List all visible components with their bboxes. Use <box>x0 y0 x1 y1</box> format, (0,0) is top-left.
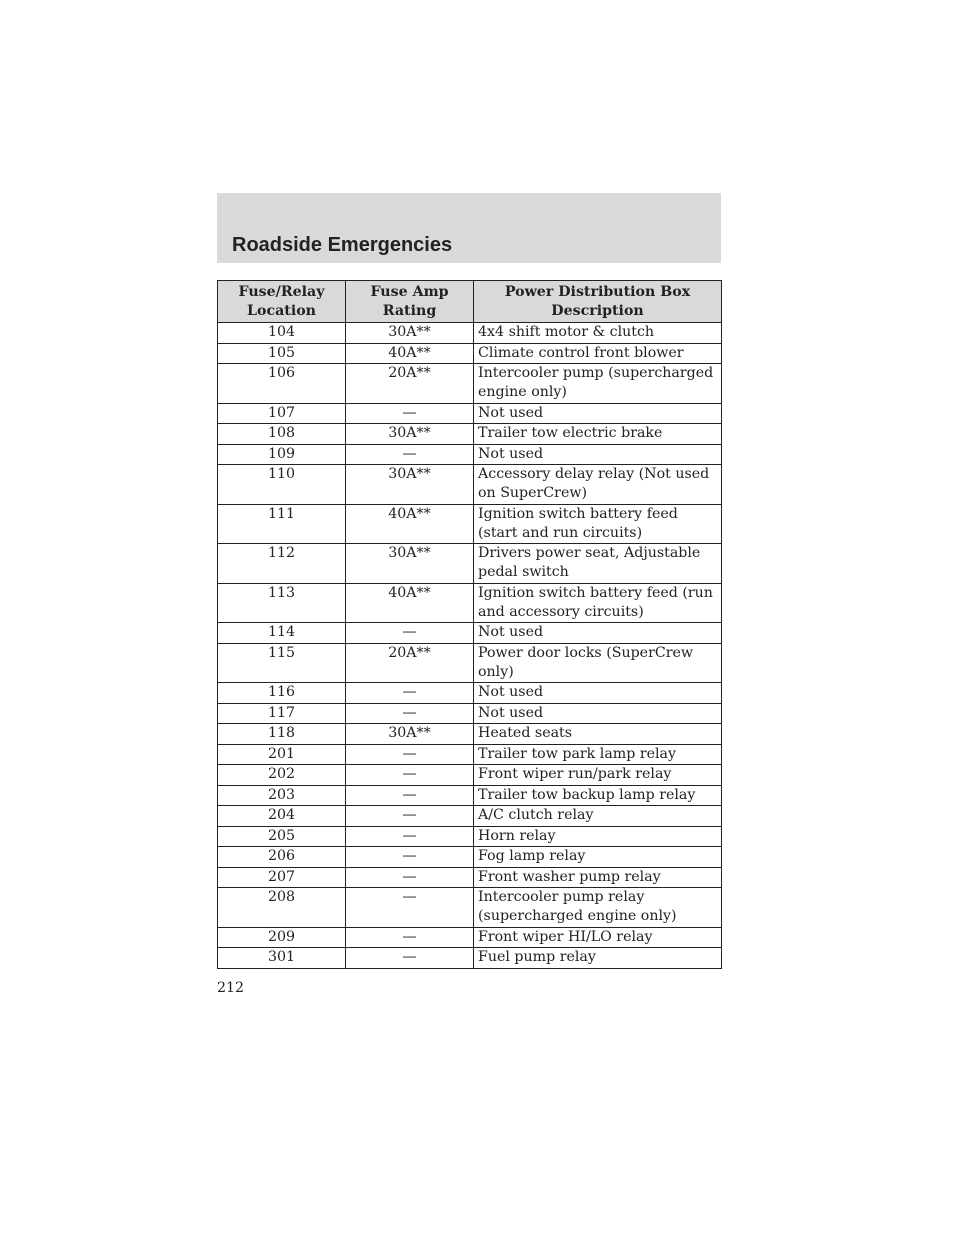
fuse-rating-cell: — <box>346 847 474 868</box>
fuse-location-cell: 205 <box>218 826 346 847</box>
section-title: Roadside Emergencies <box>232 234 453 256</box>
fuse-location-cell: 113 <box>218 583 346 623</box>
column-header-rating <box>346 281 474 323</box>
fuse-rating-cell: — <box>346 867 474 888</box>
table-row <box>218 643 722 683</box>
fuse-description-cell: 4x4 shift motor & clutch <box>474 323 722 344</box>
table-row <box>218 806 722 827</box>
fuse-description-cell: Fog lamp relay <box>474 847 722 868</box>
fuse-description-cell: Front wiper HI/LO relay <box>474 927 722 948</box>
fuse-description-cell: Power door locks (SuperCrew only) <box>474 643 722 683</box>
fuse-location-cell: 107 <box>218 403 346 424</box>
fuse-description-cell: Drivers power seat, Adjustable pedal switch <box>474 544 722 584</box>
table-row <box>218 744 722 765</box>
fuse-rating-cell: — <box>346 888 474 928</box>
fuse-location-cell: 108 <box>218 424 346 445</box>
fuse-description-cell: Not used <box>474 444 722 465</box>
fuse-location-cell: 207 <box>218 867 346 888</box>
section-header-band <box>217 193 721 263</box>
fuse-rating-cell: — <box>346 765 474 786</box>
fuse-description-cell: Trailer tow electric brake <box>474 424 722 445</box>
fuse-description-cell: Horn relay <box>474 826 722 847</box>
table-row <box>218 724 722 745</box>
fuse-location-cell: 118 <box>218 724 346 745</box>
fuse-location-cell: 105 <box>218 343 346 364</box>
table-row <box>218 888 722 928</box>
table-row <box>218 343 722 364</box>
table-row <box>218 323 722 344</box>
fuse-rating-cell: — <box>346 826 474 847</box>
table-row <box>218 465 722 505</box>
fuse-rating-cell: 30A** <box>346 323 474 344</box>
fuse-description-cell: Front wiper run/park relay <box>474 765 722 786</box>
table-row <box>218 623 722 644</box>
fuse-rating-cell: 20A** <box>346 364 474 404</box>
fuse-location-cell: 116 <box>218 683 346 704</box>
table-row <box>218 847 722 868</box>
page-number: 212 <box>217 980 245 996</box>
fuse-location-cell: 202 <box>218 765 346 786</box>
fuse-location-cell: 206 <box>218 847 346 868</box>
fuse-description-cell: Not used <box>474 703 722 724</box>
fuse-description-cell: Trailer tow park lamp relay <box>474 744 722 765</box>
fuse-description-cell: Ignition switch battery feed (run and accessory circuits) <box>474 583 722 623</box>
table-row <box>218 683 722 704</box>
fuse-location-cell: 201 <box>218 744 346 765</box>
fuse-description-cell: Not used <box>474 683 722 704</box>
fuse-rating-cell: — <box>346 703 474 724</box>
fuse-location-cell: 112 <box>218 544 346 584</box>
fuse-description-cell: Not used <box>474 623 722 644</box>
fuse-rating-cell: — <box>346 744 474 765</box>
fuse-description-cell: Climate control front blower <box>474 343 722 364</box>
fuse-table-body <box>218 323 722 969</box>
table-row <box>218 867 722 888</box>
fuse-rating-cell: 40A** <box>346 504 474 544</box>
fuse-rating-cell: — <box>346 785 474 806</box>
fuse-table <box>217 280 722 969</box>
fuse-rating-cell: — <box>346 444 474 465</box>
fuse-rating-cell: 30A** <box>346 424 474 445</box>
column-header-description <box>474 281 722 323</box>
fuse-rating-cell: — <box>346 948 474 969</box>
fuse-rating-cell: 40A** <box>346 343 474 364</box>
column-header-line: Power Distribution Box <box>504 284 691 300</box>
fuse-location-cell: 106 <box>218 364 346 404</box>
column-header-line: Location <box>247 303 316 319</box>
fuse-location-cell: 203 <box>218 785 346 806</box>
fuse-rating-cell: 30A** <box>346 724 474 745</box>
fuse-description-cell: Not used <box>474 403 722 424</box>
fuse-rating-cell: — <box>346 623 474 644</box>
fuse-location-cell: 110 <box>218 465 346 505</box>
column-header-line: Description <box>551 303 644 319</box>
table-row <box>218 403 722 424</box>
fuse-rating-cell: — <box>346 806 474 827</box>
column-header-line: Fuse Amp <box>370 284 449 300</box>
table-header-row <box>218 281 722 323</box>
fuse-location-cell: 109 <box>218 444 346 465</box>
fuse-description-cell: Fuel pump relay <box>474 948 722 969</box>
fuse-location-cell: 115 <box>218 643 346 683</box>
fuse-description-cell: Accessory delay relay (Not used on SuperCrew) <box>474 465 722 505</box>
fuse-description-cell: Front washer pump relay <box>474 867 722 888</box>
fuse-location-cell: 111 <box>218 504 346 544</box>
table-row <box>218 504 722 544</box>
fuse-rating-cell: 40A** <box>346 583 474 623</box>
fuse-rating-cell: 20A** <box>346 643 474 683</box>
fuse-location-cell: 117 <box>218 703 346 724</box>
table-row <box>218 826 722 847</box>
table-row <box>218 424 722 445</box>
column-header-location <box>218 281 346 323</box>
fuse-rating-cell: — <box>346 403 474 424</box>
table-row <box>218 364 722 404</box>
table-row <box>218 583 722 623</box>
fuse-rating-cell: 30A** <box>346 544 474 584</box>
fuse-rating-cell: — <box>346 927 474 948</box>
fuse-description-cell: Ignition switch battery feed (start and run circuits) <box>474 504 722 544</box>
fuse-location-cell: 209 <box>218 927 346 948</box>
fuse-description-cell: A/C clutch relay <box>474 806 722 827</box>
fuse-description-cell: Trailer tow backup lamp relay <box>474 785 722 806</box>
fuse-location-cell: 204 <box>218 806 346 827</box>
fuse-description-cell: Heated seats <box>474 724 722 745</box>
fuse-rating-cell: — <box>346 683 474 704</box>
column-header-line: Rating <box>382 303 437 319</box>
fuse-location-cell: 208 <box>218 888 346 928</box>
fuse-location-cell: 301 <box>218 948 346 969</box>
table-row <box>218 927 722 948</box>
column-header-line: Fuse/Relay <box>238 284 325 300</box>
fuse-description-cell: Intercooler pump relay (supercharged engine only) <box>474 888 722 928</box>
fuse-location-cell: 104 <box>218 323 346 344</box>
table-row <box>218 765 722 786</box>
fuse-description-cell: Intercooler pump (supercharged engine only) <box>474 364 722 404</box>
table-row <box>218 948 722 969</box>
table-row <box>218 785 722 806</box>
fuse-rating-cell: 30A** <box>346 465 474 505</box>
table-row <box>218 444 722 465</box>
table-row <box>218 703 722 724</box>
fuse-location-cell: 114 <box>218 623 346 644</box>
table-row <box>218 544 722 584</box>
